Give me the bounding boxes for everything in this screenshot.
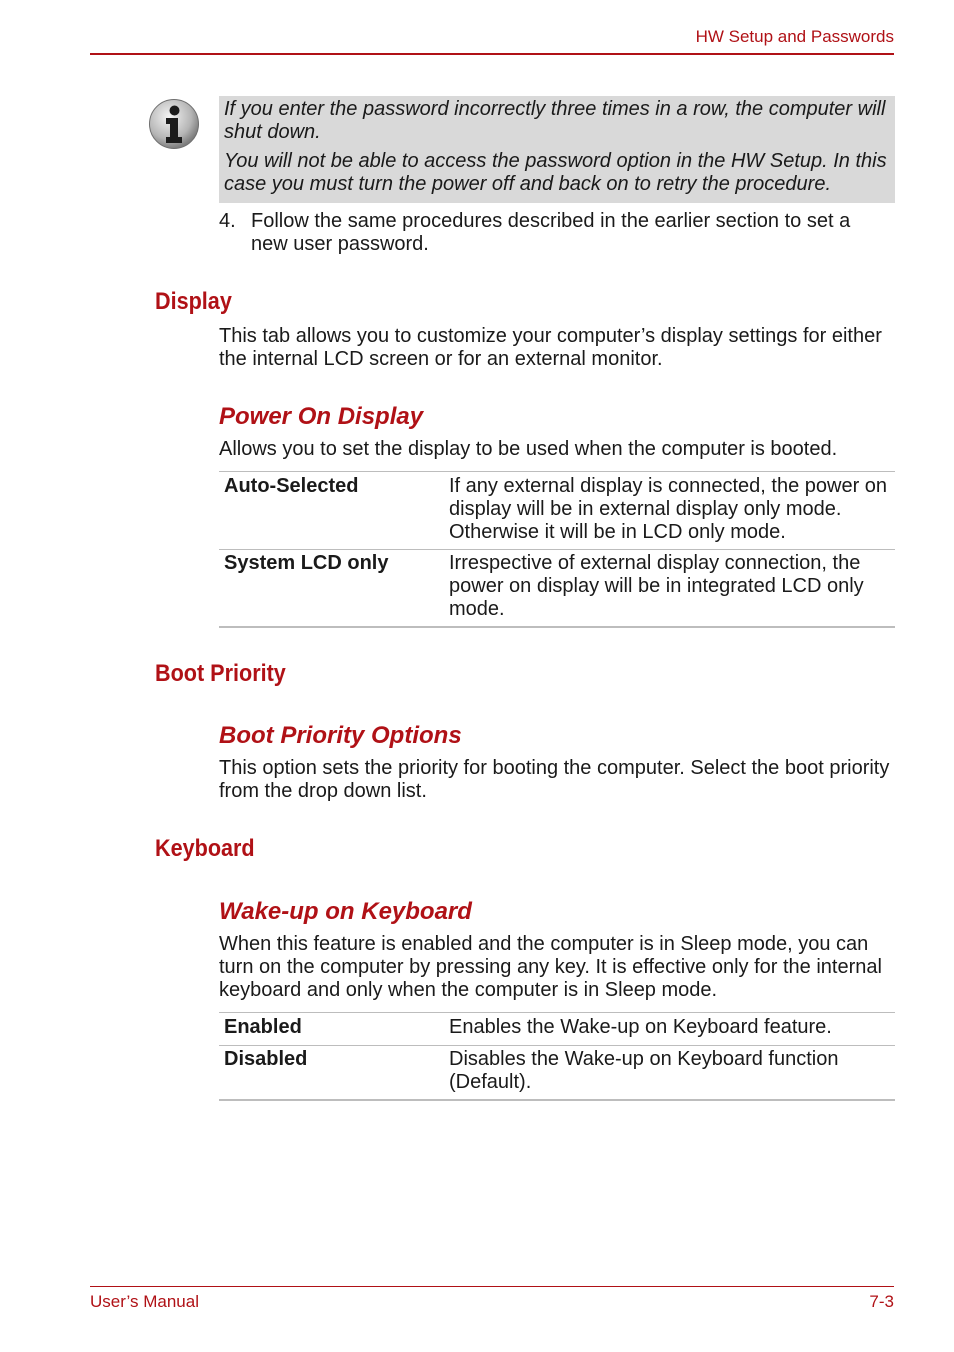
option-description: Disables the Wake-up on Keyboard function (Default). <box>449 1048 839 1093</box>
footer-manual-title: User’s Manual <box>90 1292 199 1311</box>
display-intro: This tab allows you to customize your computer’s display settings for either the internal LCD screen or for an external monitor. <box>219 325 882 370</box>
section-heading-keyboard: Keyboard <box>155 835 255 862</box>
subheading-boot-priority-options: Boot Priority Options <box>219 722 462 749</box>
table-row <box>219 1045 895 1099</box>
note-paragraph: If you enter the password incorrectly three times in a row, the computer will shut down. <box>224 98 886 143</box>
wake-up-table <box>219 1012 895 1101</box>
section-heading-boot-priority: Boot Priority <box>155 660 286 687</box>
footer-divider <box>90 1286 894 1287</box>
power-on-display-description: Allows you to set the display to be used when the computer is booted. <box>219 438 838 460</box>
option-name: Auto-Selected <box>224 475 359 497</box>
option-name: Disabled <box>224 1048 308 1070</box>
note-paragraph: You will not be able to access the password option in the HW Setup. In this case you must turn the power off and back on to retry the procedure. <box>224 150 887 195</box>
subheading-power-on-display: Power On Display <box>219 403 424 430</box>
option-description: Irrespective of external display connection, the power on display will be in integrated LCD only mode. <box>449 552 864 620</box>
power-on-display-table <box>219 471 895 628</box>
subheading-wake-up-on-keyboard: Wake-up on Keyboard <box>219 898 472 925</box>
step-number: 4. <box>219 210 236 232</box>
page-number: 7-3 <box>869 1292 894 1311</box>
option-name: System LCD only <box>224 552 389 574</box>
running-header: HW Setup and Passwords <box>695 27 894 46</box>
option-name: Enabled <box>224 1016 302 1038</box>
table-row <box>219 549 895 626</box>
section-heading-display: Display <box>155 288 232 315</box>
boot-priority-description: This option sets the priority for booting the computer. Select the boot priority from the drop down list. <box>219 757 890 802</box>
option-description: If any external display is connected, the power on display will be in external display only mode. Otherwise it will be in LCD only mode. <box>449 475 888 543</box>
step-text: Follow the same procedures described in the earlier section to set a new user password. <box>251 210 851 255</box>
wake-up-description: When this feature is enabled and the computer is in Sleep mode, you can turn on the computer by pressing any key. It is effective only for the internal keyboard and only when the computer is in Sleep mode. <box>219 933 882 1001</box>
note-box <box>219 96 895 203</box>
info-icon <box>148 98 200 150</box>
header-divider <box>90 53 894 55</box>
table-row <box>219 1013 895 1045</box>
table-row <box>219 472 895 549</box>
option-description: Enables the Wake-up on Keyboard feature. <box>449 1016 832 1038</box>
